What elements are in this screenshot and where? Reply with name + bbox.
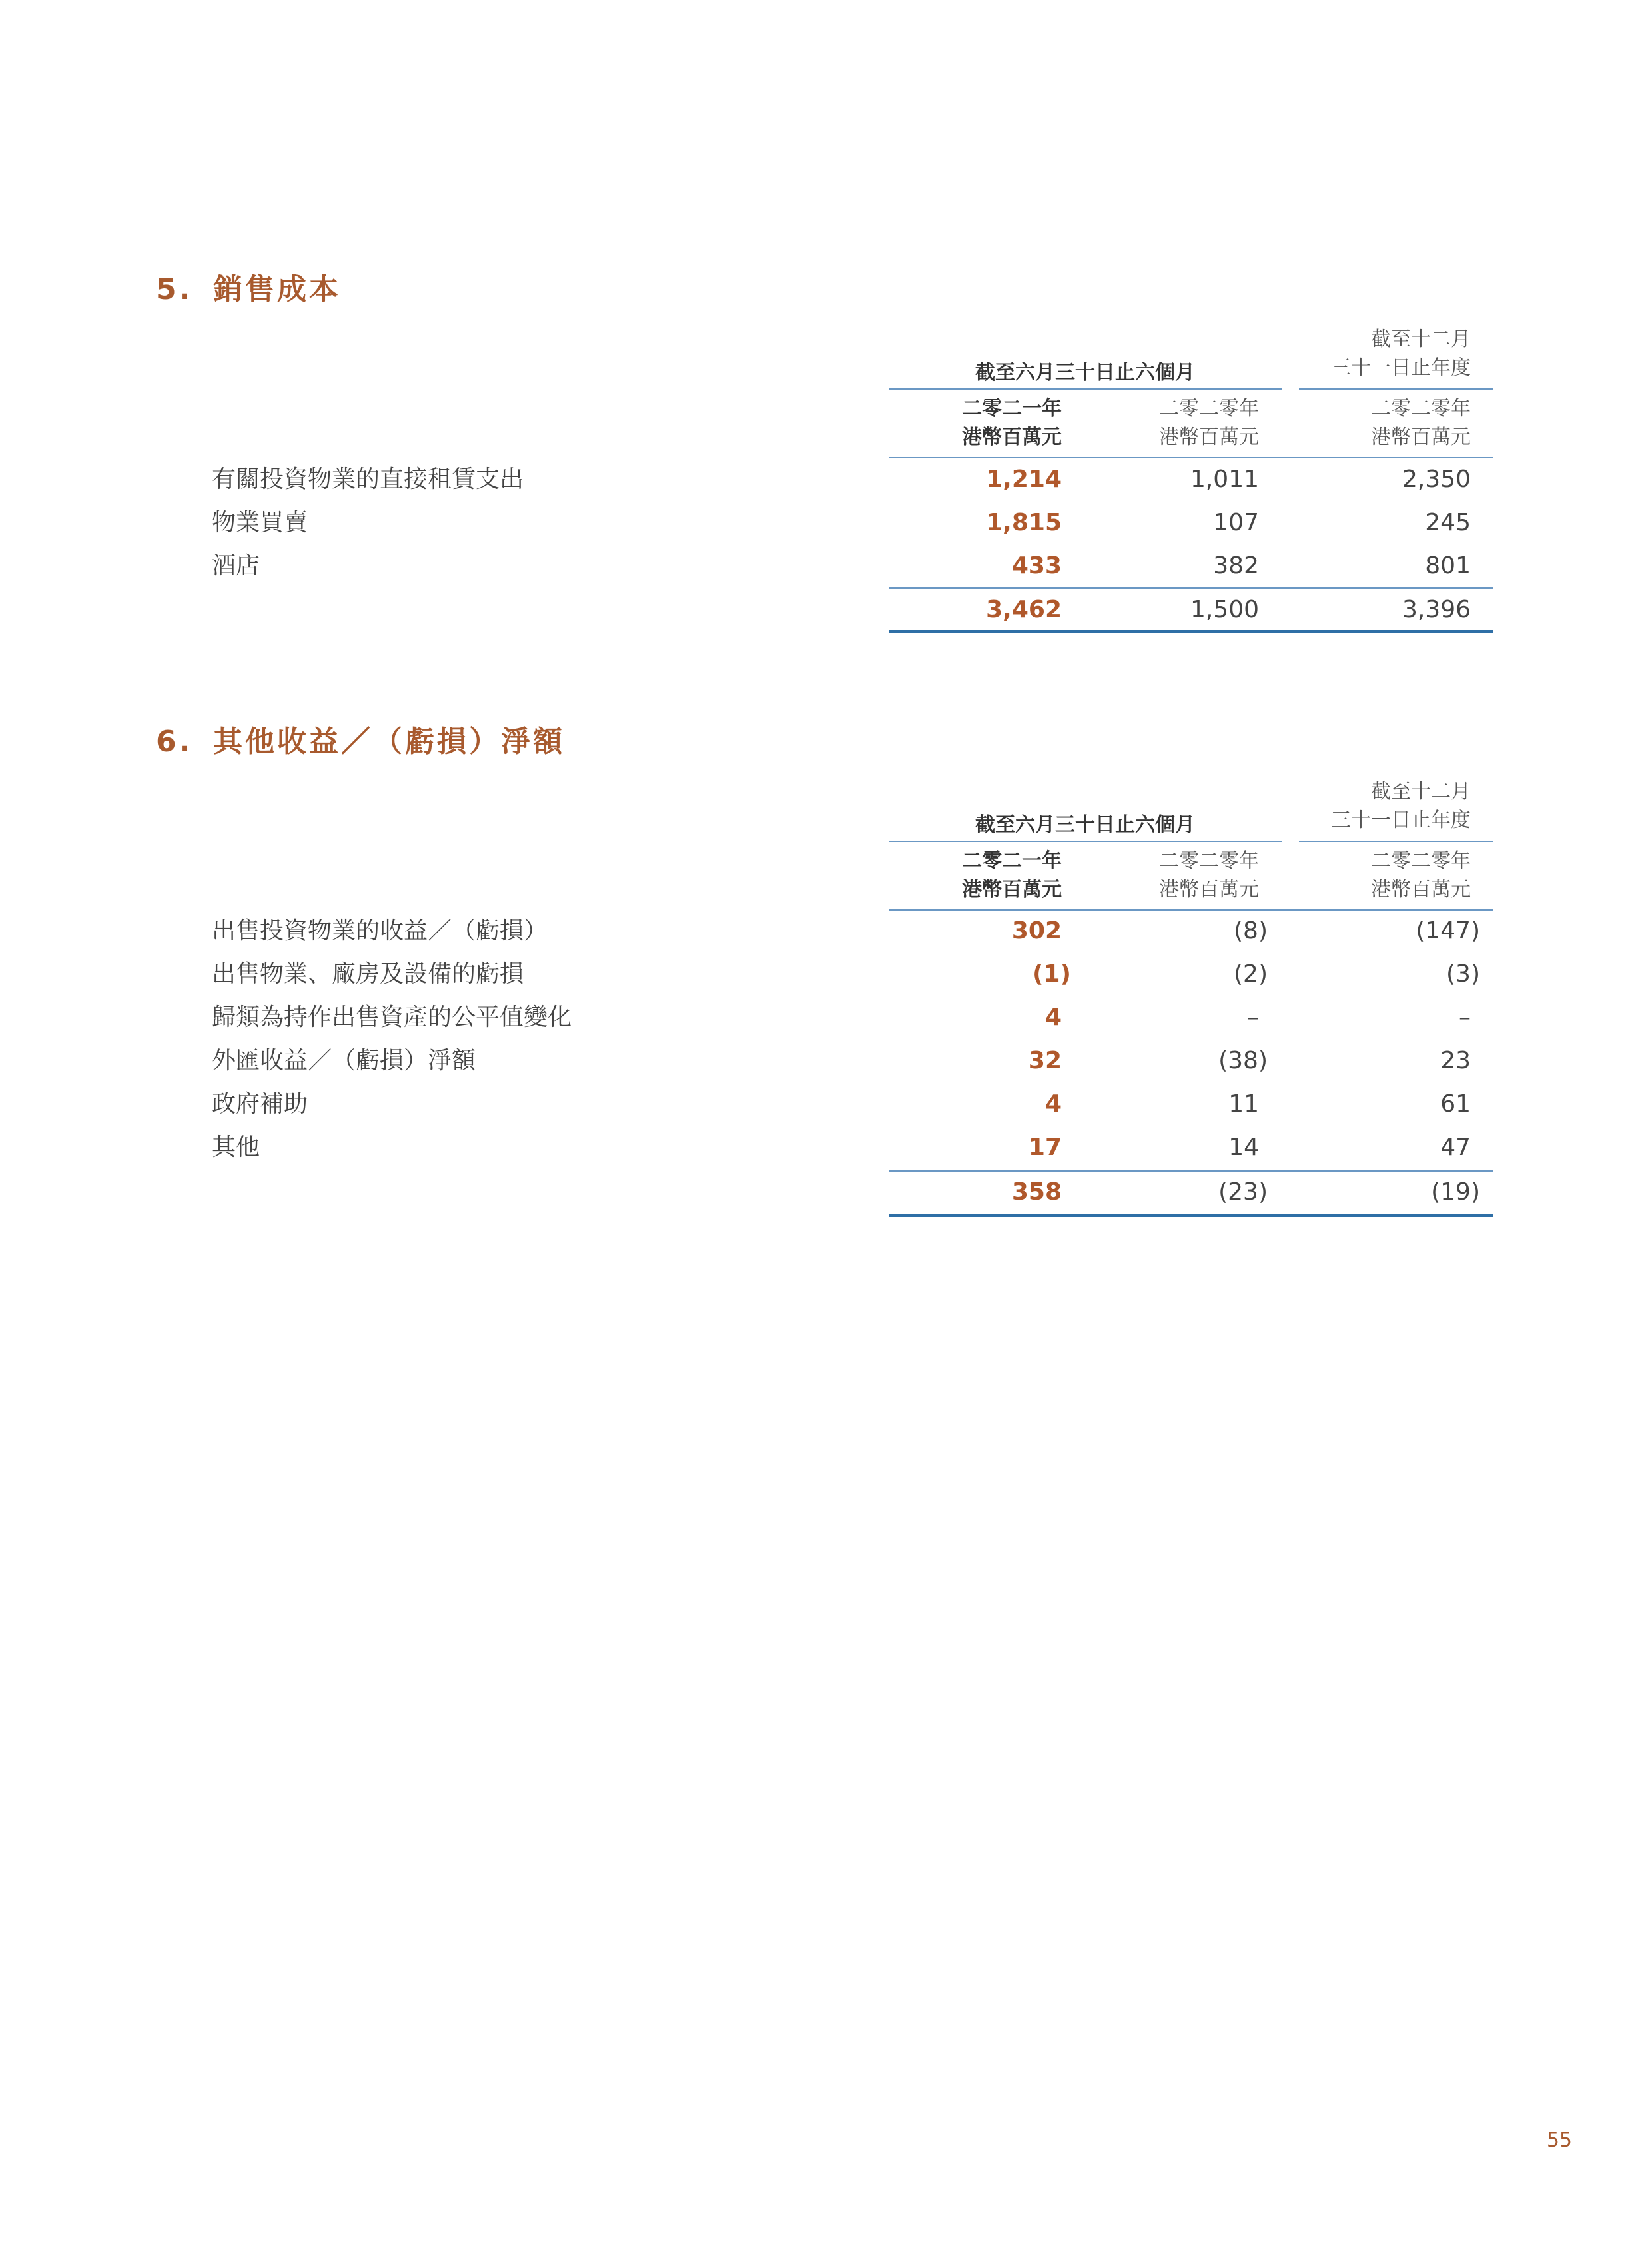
cell-2021: 4 <box>1044 1004 1062 1031</box>
header-six-months: 截至六月三十日止六個月 <box>975 361 1195 384</box>
header-underline <box>1299 388 1493 390</box>
cell-2021: 4 <box>1044 1090 1062 1118</box>
cell-2020-half: 382 <box>1213 552 1259 579</box>
col-header-2020-year: 二零二零年 港幣百萬元 <box>1371 849 1471 901</box>
row-label: 歸類為持作出售資產的公平值變化 <box>212 1004 572 1031</box>
row-label: 酒店 <box>212 552 260 579</box>
cell-2020-half: 14 <box>1228 1134 1259 1161</box>
subtotal-rule <box>889 1170 1493 1172</box>
row-label: 出售物業、廠房及設備的虧損 <box>212 960 524 988</box>
total-2020-half: (23) <box>1218 1178 1268 1206</box>
cell-2020-year: 47 <box>1440 1134 1471 1161</box>
cell-2020-year: (147) <box>1416 917 1480 944</box>
cell-2020-half: (38) <box>1218 1047 1268 1074</box>
col-header-2020-year: 二零二零年 港幣百萬元 <box>1371 397 1471 449</box>
header-underline <box>1299 841 1493 842</box>
subtotal-rule <box>889 587 1493 589</box>
row-label: 物業買賣 <box>212 509 308 536</box>
total-2020-year: (19) <box>1431 1178 1480 1206</box>
row-label: 出售投資物業的收益／（虧損） <box>212 917 548 944</box>
col-header-2020-half: 二零二零年 港幣百萬元 <box>1159 397 1259 449</box>
total-rule <box>889 630 1493 633</box>
cell-2020-half: 1,011 <box>1190 466 1259 493</box>
cell-2020-year: 61 <box>1440 1090 1471 1118</box>
header-underline <box>889 388 1282 390</box>
cell-2021: 17 <box>1028 1134 1062 1161</box>
row-label: 政府補助 <box>212 1090 308 1118</box>
cell-2021: 302 <box>1011 917 1062 944</box>
header-rule <box>889 457 1493 458</box>
row-label: 外匯收益／（虧損）淨額 <box>212 1047 476 1074</box>
cell-2020-year: 23 <box>1440 1047 1471 1074</box>
row-label: 有關投資物業的直接租賃支出 <box>212 466 524 493</box>
cell-2020-year: (3) <box>1446 960 1480 988</box>
header-year-end: 截至十二月 三十一日止年度 <box>1331 780 1471 832</box>
header-underline <box>889 841 1282 842</box>
section-title: 6. 其他收益／（虧損）淨額 <box>156 725 565 759</box>
header-year-end: 截至十二月 三十一日止年度 <box>1331 328 1471 380</box>
col-header-2021: 二零二一年 港幣百萬元 <box>962 397 1062 449</box>
cell-2020-year: – <box>1459 1004 1471 1031</box>
total-2021: 358 <box>1011 1178 1062 1206</box>
cell-2021: 1,815 <box>986 509 1062 536</box>
cell-2020-year: 801 <box>1425 552 1471 579</box>
total-rule <box>889 1214 1493 1217</box>
total-2021: 3,462 <box>986 596 1062 623</box>
col-header-2020-half: 二零二零年 港幣百萬元 <box>1159 849 1259 901</box>
cell-2020-year: 245 <box>1425 509 1471 536</box>
cell-2021: 1,214 <box>986 466 1062 493</box>
page-number: 55 <box>1546 2129 1572 2152</box>
header-rule <box>889 909 1493 911</box>
cell-2020-half: – <box>1247 1004 1259 1031</box>
cell-2020-half: (2) <box>1234 960 1268 988</box>
cell-2020-half: 11 <box>1228 1090 1259 1118</box>
total-2020-year: 3,396 <box>1402 596 1471 623</box>
section-title: 5. 銷售成本 <box>156 272 341 306</box>
cell-2020-half: 107 <box>1213 509 1259 536</box>
header-six-months: 截至六月三十日止六個月 <box>975 813 1195 837</box>
cell-2020-half: (8) <box>1234 917 1268 944</box>
total-2020-half: 1,500 <box>1190 596 1259 623</box>
cell-2021: (1) <box>1032 960 1071 988</box>
row-label: 其他 <box>212 1134 260 1161</box>
cell-2021: 433 <box>1011 552 1062 579</box>
cell-2020-year: 2,350 <box>1402 466 1471 493</box>
cell-2021: 32 <box>1028 1047 1062 1074</box>
col-header-2021: 二零二一年 港幣百萬元 <box>962 849 1062 901</box>
